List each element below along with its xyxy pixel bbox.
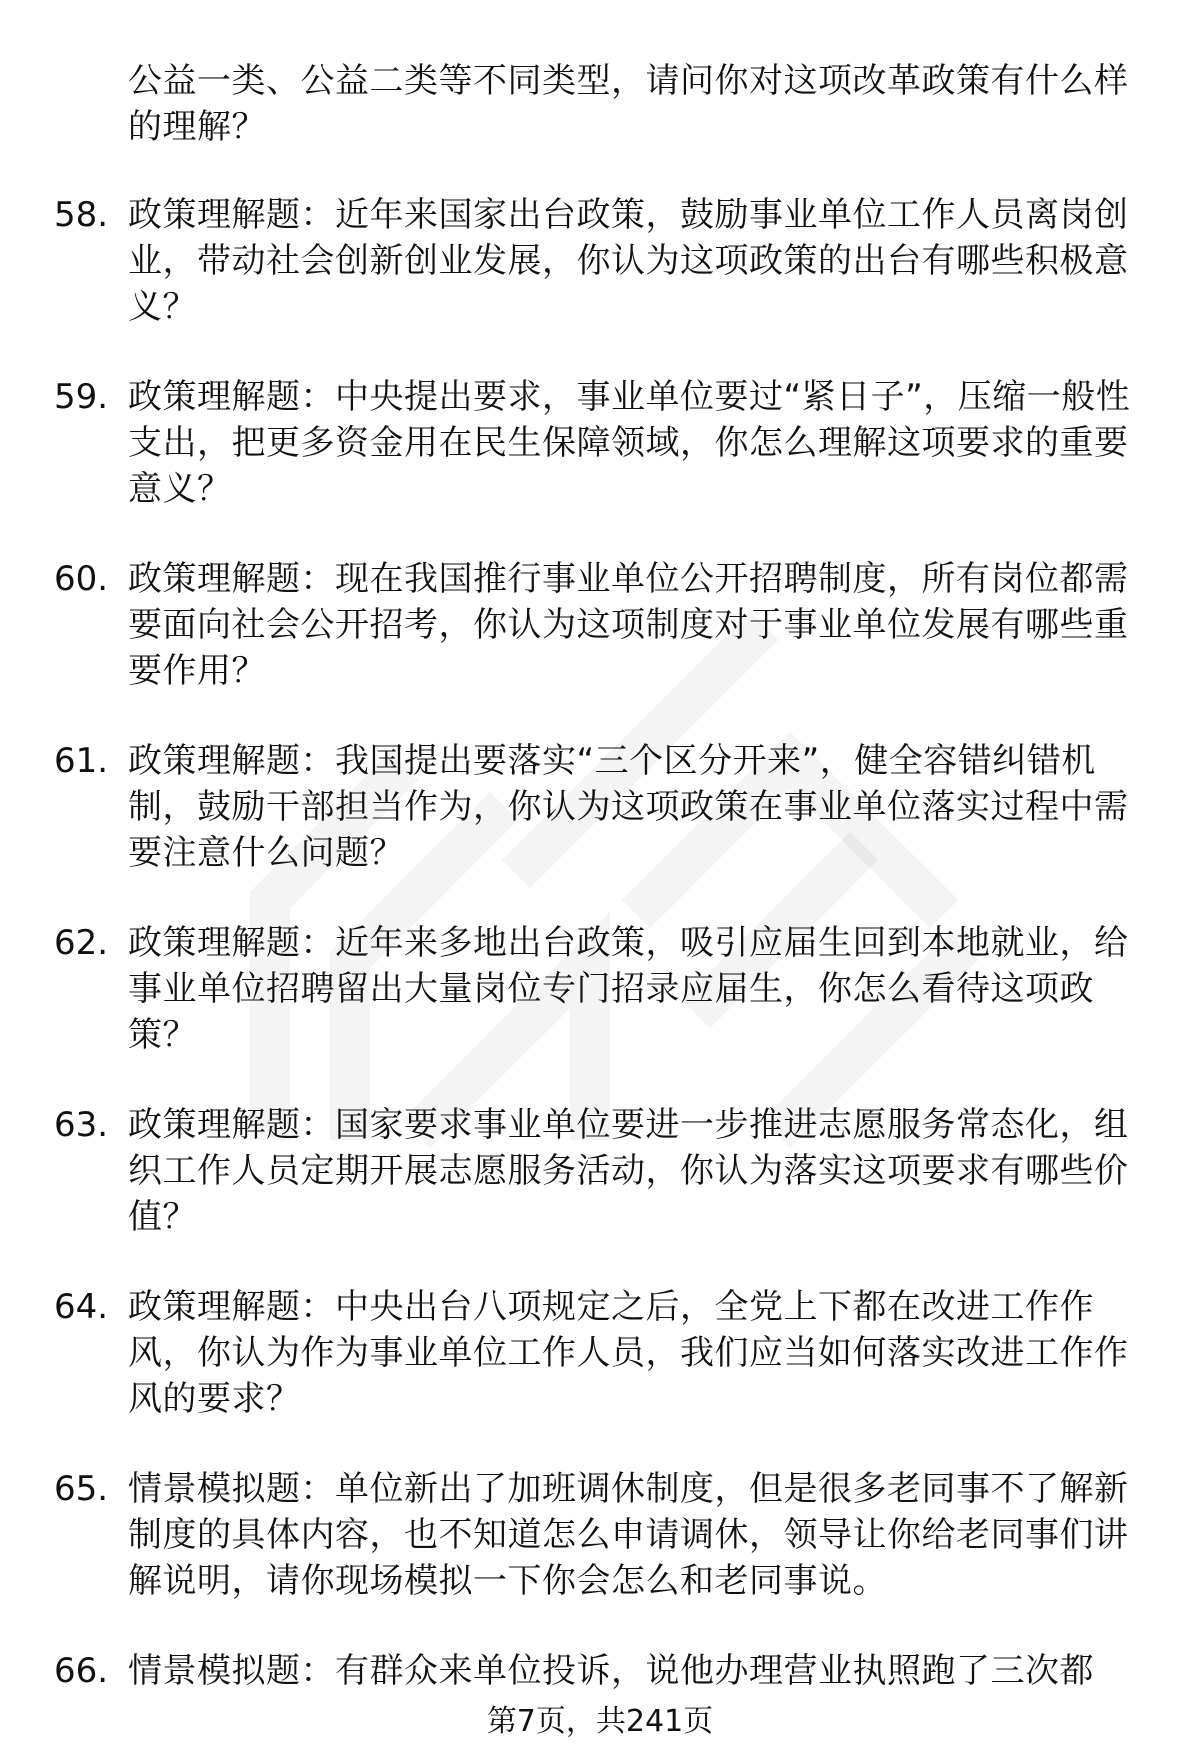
question-item: [0, 920, 1200, 1058]
continuation-paragraph: [0, 58, 1200, 150]
question-text: 政策理解题：近年来国家出台政策，鼓励事业单位工作人员离岗创业，带动社会创新创业发展，你认为这项政策的出台有哪些积极意义？: [128, 195, 1129, 327]
question-list: [0, 58, 1200, 1738]
question-item: [0, 192, 1200, 330]
question-item: [0, 1648, 1200, 1694]
question-number: 66.: [54, 1651, 109, 1691]
continuation-text: 公益一类、公益二类等不同类型，请问你对这项改革政策有什么样的理解？: [128, 61, 1129, 147]
question-number: 59.: [54, 377, 109, 417]
question-item: [0, 374, 1200, 512]
question-number: 61.: [54, 741, 109, 781]
question-number: 58.: [54, 195, 109, 235]
question-text: 情景模拟题：单位新出了加班调休制度，但是很多老同事不了解新制度的具体内容，也不知道怎么申请调休，领导让你给老同事们讲解说明，请你现场模拟一下你会怎么和老同事说。: [128, 1469, 1129, 1601]
question-number: 63.: [54, 1105, 109, 1145]
question-item: [0, 1466, 1200, 1604]
question-number: 64.: [54, 1287, 109, 1327]
page-footer: 第7页，共241页: [486, 1704, 714, 1739]
question-text: 情景模拟题：有群众来单位投诉，说他办理营业执照跑了三次都: [128, 1651, 1094, 1691]
question-text: 政策理解题：中央出台八项规定之后，全党上下都在改进工作作风，你认为作为事业单位工作人员，我们应当如何落实改进工作作风的要求？: [128, 1287, 1129, 1419]
question-number: 62.: [54, 923, 109, 963]
question-text: 政策理解题：近年来多地出台政策，吸引应届生回到本地就业，给事业单位招聘留出大量岗位专门招录应届生，你怎么看待这项政策？: [128, 923, 1129, 1055]
question-item: [0, 738, 1200, 876]
question-item: [0, 1284, 1200, 1422]
question-text: 政策理解题：现在我国推行事业单位公开招聘制度，所有岗位都需要面向社会公开招考，你认为这项制度对于事业单位发展有哪些重要作用？: [128, 559, 1129, 691]
question-number: 60.: [54, 559, 109, 599]
question-item: [0, 556, 1200, 694]
question-text: 政策理解题：中央提出要求，事业单位要过“紧日子”，压缩一般性支出，把更多资金用在民生保障领域，你怎么理解这项要求的重要意义？: [128, 377, 1131, 509]
question-text: 政策理解题：我国提出要落实“三个区分开来”，健全容错纠错机制，鼓励干部担当作为，你认为这项政策在事业单位落实过程中需要注意什么问题？: [128, 741, 1129, 873]
question-text: 政策理解题：国家要求事业单位要进一步推进志愿服务常态化，组织工作人员定期开展志愿服务活动，你认为落实这项要求有哪些价值？: [128, 1105, 1129, 1237]
question-number: 65.: [54, 1469, 109, 1509]
question-item: [0, 1102, 1200, 1240]
